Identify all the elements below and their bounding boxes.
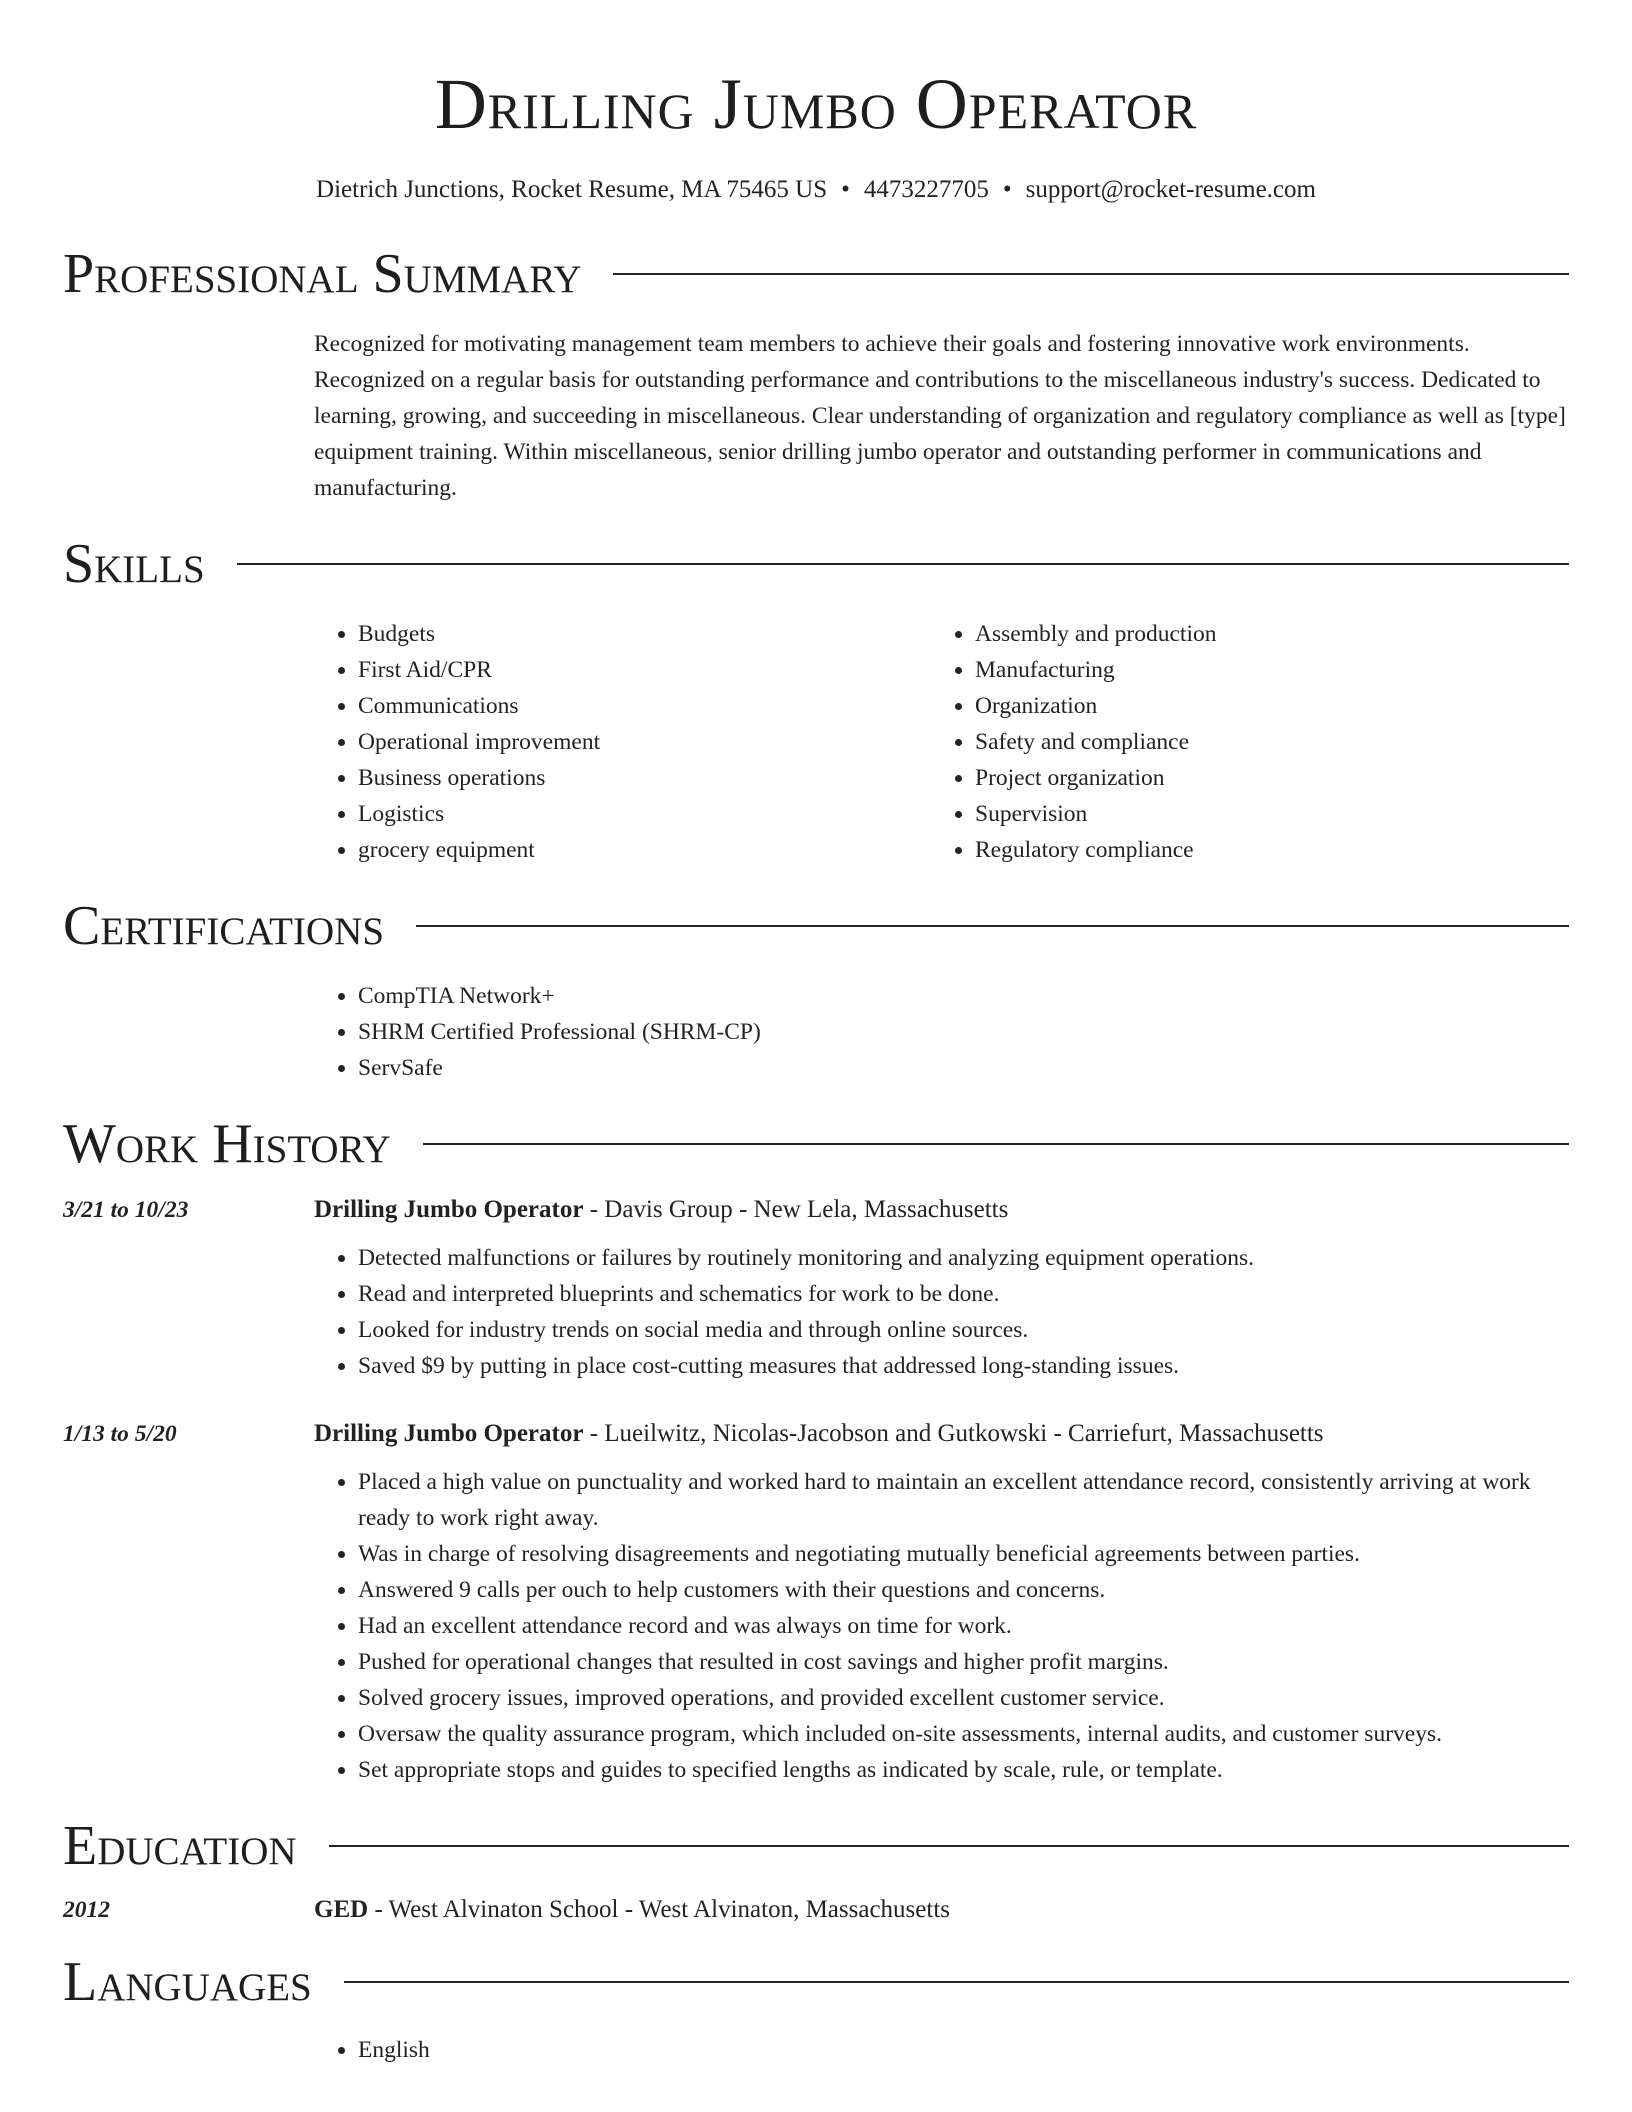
job-bullet: • Solved grocery issues, improved operations, and provided excellent customer service. bbox=[358, 1680, 1569, 1716]
candidate-name: Drilling Jumbo Operator bbox=[434, 64, 1198, 144]
languages-heading: Languages bbox=[63, 1951, 312, 2013]
job-line bbox=[314, 1196, 1008, 1224]
job-entry bbox=[63, 1420, 1569, 1788]
skill-item: • Logistics bbox=[358, 796, 931, 832]
section-divider bbox=[237, 563, 1569, 565]
certifications-section-header bbox=[63, 894, 1569, 958]
contact-phone: 4473227705 bbox=[863, 176, 989, 203]
work-history-heading: Work History bbox=[63, 1113, 391, 1175]
contact-separator: • bbox=[841, 176, 850, 203]
job-line bbox=[314, 1420, 1324, 1448]
job-header bbox=[63, 1420, 1569, 1448]
job-bullet: • Detected malfunctions or failures by routinely monitoring and analyzing equipment operations. bbox=[358, 1240, 1569, 1276]
job-bullet: • Set appropriate stops and guides to specified lengths as indicated by scale, rule, or template. bbox=[358, 1752, 1569, 1788]
job-details: - Davis Group - New Lela, Massachusetts bbox=[583, 1196, 1009, 1223]
education-details: - West Alvinaton School - West Alvinaton, Massachusetts bbox=[368, 1896, 950, 1923]
job-bullet: • Was in charge of resolving disagreements and negotiating mutually beneficial agreements between parties. bbox=[358, 1536, 1569, 1572]
skill-item: • Organization bbox=[975, 688, 1548, 724]
section-divider bbox=[329, 1845, 1569, 1847]
education-line bbox=[314, 1896, 950, 1924]
certification-item: • ServSafe bbox=[358, 1050, 1569, 1086]
skill-item: • Communications bbox=[358, 688, 931, 724]
job-bullets bbox=[314, 1464, 1569, 1788]
certification-item: • CompTIA Network+ bbox=[358, 978, 1569, 1014]
certifications-list bbox=[314, 978, 1569, 1086]
job-date: 3/21 to 10/23 bbox=[63, 1197, 189, 1223]
section-divider bbox=[416, 925, 1569, 927]
job-bullet: • Oversaw the quality assurance program, which included on-site assessments, internal audits, and customer surveys. bbox=[358, 1716, 1569, 1752]
skill-item: • Manufacturing bbox=[975, 652, 1548, 688]
job-title: Drilling Jumbo Operator bbox=[314, 1420, 584, 1447]
contact-line bbox=[63, 174, 1569, 206]
languages-list bbox=[314, 2032, 1569, 2068]
language-item: • English bbox=[358, 2032, 1569, 2068]
summary-section-header bbox=[63, 242, 1569, 306]
education-section-header bbox=[63, 1814, 1569, 1878]
section-divider bbox=[613, 273, 1569, 275]
job-bullet: • Read and interpreted blueprints and schematics for work to be done. bbox=[358, 1276, 1569, 1312]
job-bullet: • Pushed for operational changes that resulted in cost savings and higher profit margins. bbox=[358, 1644, 1569, 1680]
summary-text: Recognized for motivating management team members to achieve their goals and fostering innovative work environments. Recognized on a regular basis for outstanding performance and contributions to the miscellaneous industry's success. Dedicated to learning, growing, and succeeding in miscellaneous. Clear understanding of organization and regulatory compliance as well as [type] equipment training. Within miscellaneous, senior drilling jumbo operator and outstanding performer in communications and manufacturing. bbox=[314, 331, 1566, 501]
education-degree: GED bbox=[314, 1896, 369, 1923]
job-entry bbox=[63, 1196, 1569, 1384]
section-divider bbox=[423, 1143, 1569, 1145]
skills-column-right bbox=[931, 616, 1548, 868]
job-title: Drilling Jumbo Operator bbox=[314, 1196, 584, 1223]
job-bullet: • Looked for industry trends on social media and through online sources. bbox=[358, 1312, 1569, 1348]
job-bullets bbox=[314, 1240, 1569, 1384]
summary-heading: Professional Summary bbox=[63, 243, 582, 305]
job-bullet: • Placed a high value on punctuality and worked hard to maintain an excellent attendance record, consistently arriving at work ready to work right away. bbox=[358, 1464, 1569, 1536]
contact-separator: • bbox=[1002, 176, 1012, 203]
job-bullet: • Saved $9 by putting in place cost-cutting measures that addressed long-standing issues. bbox=[358, 1348, 1569, 1384]
skill-item: • Operational improvement bbox=[358, 724, 931, 760]
contact-address: Dietrich Junctions, Rocket Resume, MA 75465 US bbox=[316, 176, 828, 203]
skill-item: • Regulatory compliance bbox=[975, 832, 1548, 868]
job-bullet: • Had an excellent attendance record and was always on time for work. bbox=[358, 1608, 1569, 1644]
skills-column-left bbox=[314, 616, 931, 868]
education-entry bbox=[63, 1896, 1569, 1924]
skills-heading: Skills bbox=[63, 533, 205, 595]
job-header bbox=[63, 1196, 1569, 1224]
section-divider bbox=[344, 1981, 1569, 1983]
job-details: - Lueilwitz, Nicolas-Jacobson and Gutkowski - Carriefurt, Massachusetts bbox=[583, 1420, 1324, 1447]
skill-item: • Assembly and production bbox=[975, 616, 1548, 652]
skill-item: • First Aid/CPR bbox=[358, 652, 931, 688]
skill-item: • grocery equipment bbox=[358, 832, 931, 868]
skill-item: • Budgets bbox=[358, 616, 931, 652]
skill-item: • Safety and compliance bbox=[975, 724, 1548, 760]
job-date: 1/13 to 5/20 bbox=[63, 1421, 177, 1447]
skill-item: • Project organization bbox=[975, 760, 1548, 796]
job-bullet: • Answered 9 calls per ouch to help customers with their questions and concerns. bbox=[358, 1572, 1569, 1608]
skill-item: • Business operations bbox=[358, 760, 931, 796]
certifications-heading: Certifications bbox=[63, 895, 385, 957]
work-history-section-header bbox=[63, 1112, 1569, 1176]
certification-item: • SHRM Certified Professional (SHRM-CP) bbox=[358, 1014, 1569, 1050]
skill-item: • Supervision bbox=[975, 796, 1548, 832]
skills-section-header bbox=[63, 532, 1569, 596]
contact-email: support@rocket-resume.com bbox=[1025, 176, 1316, 203]
education-heading: Education bbox=[63, 1815, 297, 1877]
languages-section-header bbox=[63, 1950, 1569, 2014]
education-date: 2012 bbox=[63, 1897, 110, 1923]
skills-list bbox=[314, 616, 1569, 868]
